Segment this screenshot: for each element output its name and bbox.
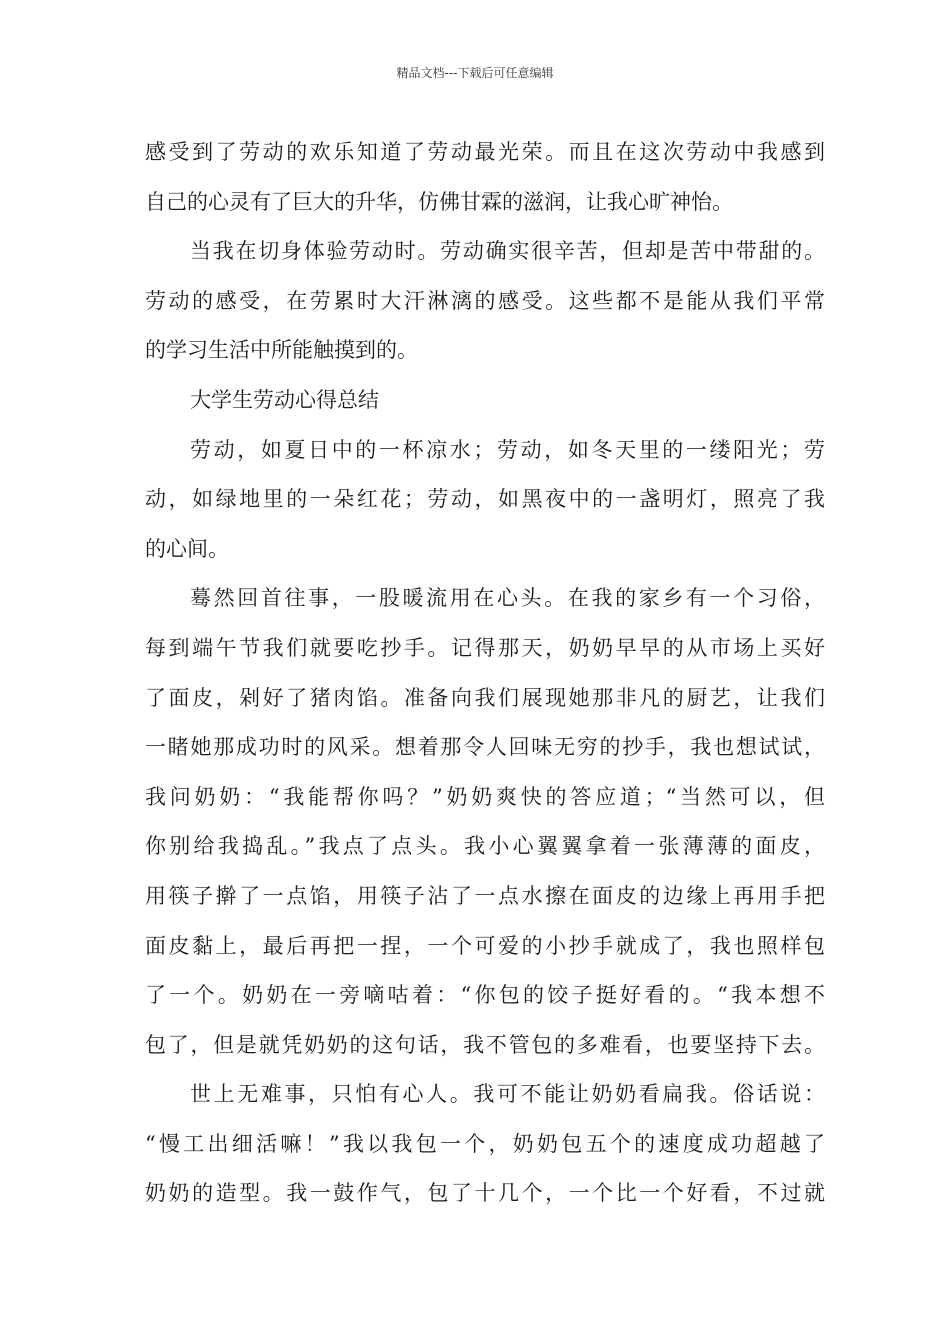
text-line: 的心间。 — [145, 536, 229, 561]
text-line: 面皮黏上，最后再把一捏，一个可爱的小抄手就成了，我也照样包 — [145, 933, 825, 958]
document-body — [145, 128, 825, 1219]
text-line: 一睹她那成功时的风采。想着那令人回味无穷的抄手，我也想试试， — [145, 735, 825, 760]
text-line: 奶奶的造型。我一鼓作气，包了十几个，一个比一个好看，不过就 — [145, 1181, 825, 1206]
text-line: 自己的心灵有了巨大的升华，仿佛甘霖的滋润，让我心旷神怡。 — [145, 189, 733, 214]
text-line: 动，如绿地里的一朵红花；劳动，如黑夜中的一盏明灯，照亮了我 — [145, 487, 825, 512]
text-line: 我问奶奶：“我能帮你吗？”奶奶爽快的答应道；“当然可以，但 — [145, 784, 825, 809]
text-line: 劳动，如夏日中的一杯凉水；劳动，如冬天里的一缕阳光；劳 — [190, 437, 825, 462]
text-line: 世上无难事，只怕有心人。我可不能让奶奶看扁我。俗话说： — [190, 1082, 825, 1107]
text-line: 包了，但是就凭奶奶的这句话，我不管包的多难看，也要坚持下去。 — [145, 1032, 825, 1057]
text-line: 劳动的感受，在劳累时大汗淋漓的感受。这些都不是能从我们平常 — [145, 288, 825, 313]
text-line: 感受到了劳动的欢乐知道了劳动最光荣。而且在这次劳动中我感到 — [145, 140, 825, 164]
text-line: 每到端午节我们就要吃抄手。记得那天，奶奶早早的从市场上买好 — [145, 635, 825, 660]
text-line: 蓦然回首往事，一股暖流用在心头。在我的家乡有一个习俗， — [190, 586, 825, 611]
text-line: 了一个。奶奶在一旁嘀咕着：“你包的饺子挺好看的。“我本想不 — [145, 983, 825, 1008]
text-line: 用筷子擀了一点馅，用筷子沾了一点水擦在面皮的边缘上再用手把 — [145, 883, 825, 908]
text-line: 你别给我捣乱。”我点了点头。我小心翼翼拿着一张薄薄的面皮， — [145, 834, 825, 859]
page-header: 精品文档---下载后可任意编辑 — [396, 66, 554, 80]
text-line: 的学习生活中所能触摸到的。 — [145, 338, 418, 363]
text-line: 大学生劳动心得总结 — [190, 387, 379, 412]
text-line: “慢工出细活嘛！”我以我包一个，奶奶包五个的速度成功超越了 — [145, 1131, 825, 1156]
text-line: 了面皮，剁好了猪肉馅。准备向我们展现她那非凡的厨艺，让我们 — [145, 685, 825, 710]
text-line: 当我在切身体验劳动时。劳动确实很辛苦，但却是苦中带甜的。 — [190, 239, 825, 264]
